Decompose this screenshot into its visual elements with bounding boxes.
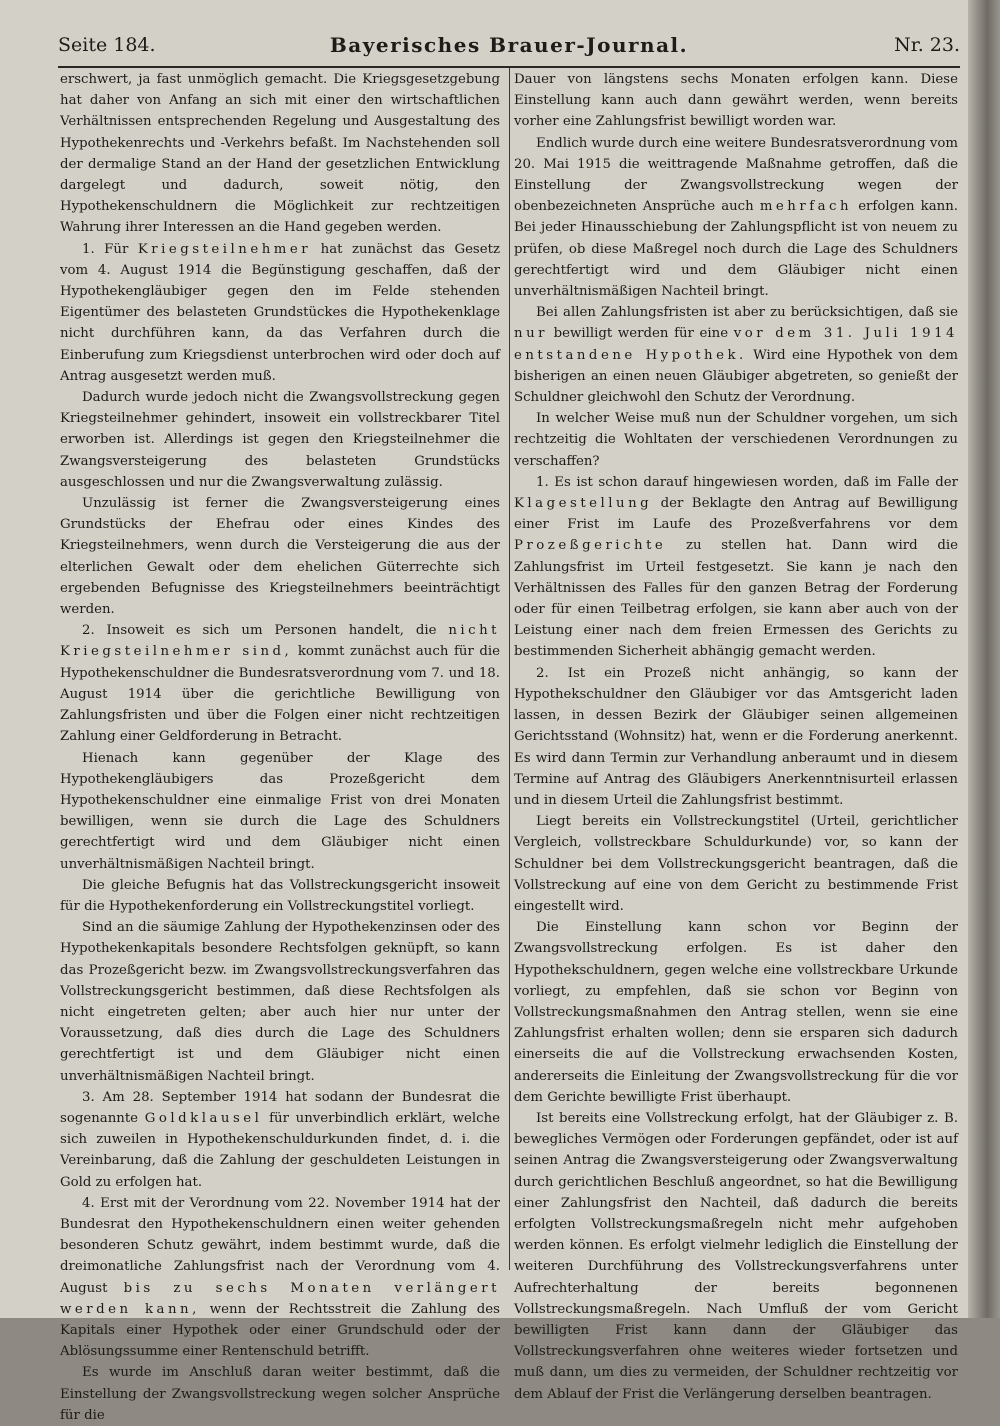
page-number: Seite 184. <box>58 34 156 56</box>
paragraph: 1. Es ist schon darauf hingewiesen worden, daß im Falle der Klagestellung der Beklagte den Antrag auf Bewilligung einer Frist im Laufe des Prozeßverfahrens vor dem Prozeßgerichte zu stellen hat. Dann wird die Zahlungsfrist im Urteil festgesetzt. Sie kann je nach den Verhältnissen des Falles für den ganzen Betrag der Forderung oder für einen Teilbetrag erfolgen, sie kann aber auch von der Leistung einer nach dem freien Ermessen des Gerichts zu bestimmenden Sicherheit abhängig gemacht werden. <box>514 474 958 660</box>
paragraph: Dadurch wurde jedoch nicht die Zwangsvollstreckung gegen Kriegsteilnehmer gehindert, insoweit ein vollstreckbarer Titel erworben ist. Allerdings ist gegen den Kriegsteilnehmer die Zwangsversteigerung des belasteten Grundstücks ausgeschlossen und nur die Zwangsverwaltung zulässig. <box>60 390 500 490</box>
page-header <box>58 34 960 60</box>
paragraph: 2. Insoweit es sich um Personen handelt, die nicht Kriegsteilnehmer sind, kommt zunächst auch für die Hypothekenschuldner die Bundesratsverordnung vom 7. und 18. August 1914 über die gerichtliche Bewilligung von Zahlungsfristen und über die Folgen einer nicht rechtzeitigen Zahlung einer Geldforderung in Betracht. <box>60 623 501 745</box>
spaced-emphasis: Prozeßgerichte <box>514 538 667 554</box>
paragraph: Es wurde im Anschluß daran weiter bestimmt, daß die Einstellung der Zwangsvollstreckung wegen solcher Ansprüche für die <box>60 1365 500 1423</box>
spaced-emphasis: Klagestellung <box>514 496 653 512</box>
column-divider <box>509 68 510 1270</box>
paragraph: Bei allen Zahlungsfristen ist aber zu berücksichtigen, daß sie nur bewilligt werden für eine vor dem 31. Juli 1914 entstandene Hypothek. Wird eine Hypothek von dem bisherigen an einen neuen Gläubiger abgetreten, so genießt der Schuldner gleichwohl den Schutz der Verordnung. <box>514 305 959 406</box>
journal-title: Bayerisches Brauer-Journal. <box>329 33 689 57</box>
paragraph: 1. Für Kriegsteilnehmer hat zunächst das Gesetz vom 4. August 1914 die Begünstigung geschaffen, daß der Hypothekengläubiger gegen den im Felde stehenden Eigentümer des belasteten Grundstückes die Hypothekenklage nicht durchführen kann, da das Verfahren durch die Einberufung zum Kriegsdienst unterbrochen wird oder doch auf Antrag ausgesetzt werden muß. <box>60 241 500 384</box>
paragraph: Die Einstellung kann schon vor Beginn der Zwangsvollstreckung erfolgen. Es ist daher den Hypothekschuldnern, gegen welche eine vollstreckbare Urkunde vorliegt, zu empfehlen, daß sie schon vor Beginn von Vollstreckungsmaßnahmen den Antrag stellen, wenn sie eine Zahlungsfrist erhalten wollen; denn sie ersparen sich dadurch einerseits die auf die Vollstreckung erwachsenden Kosten, andererseits die Einleitung der Zwangsvollstreckung für die vor dem Gerichte bewilligte Frist überhaupt. <box>514 920 958 1105</box>
spaced-emphasis: Kriegsteilnehmer <box>137 241 312 257</box>
paragraph: 2. Ist ein Prozeß nicht anhängig, so kann der Hypothekschuldner den Gläubiger vor das Amtsgericht laden lassen, in dessen Bezirk der Gläubiger seinen allgemeinen Gerichtsstand (Wohnsitz) hat, wenn er die Forderung anerkennt. Es wird dann Termin zur Verhandlung anberaumt und in diesem Termine auf Antrag des Gläubigers Anerkenntnisurteil erlassen und in diesem Urteil die Zahlungsfrist bestimmt. <box>514 665 958 808</box>
spaced-emphasis: nur <box>514 326 548 342</box>
paragraph: Dauer von längstens sechs Monaten erfolgen kann. Diese Einstellung kann auch dann gewährt werden, wenn bereits vorher eine Zahlungsfrist bewilligt worden war. <box>514 72 958 130</box>
spaced-emphasis: mehrfach <box>759 199 853 215</box>
paragraph: In welcher Weise muß nun der Schuldner vorgehen, um sich rechtzeitig die Wohltaten der verschiedenen Verordnungen zu verschaffen? <box>514 411 958 469</box>
paragraph: erschwert, ja fast unmöglich gemacht. Die Kriegsgesetzgebung hat daher von Anfang an sich mit einer den wirtschaftlichen Verhältnissen entsprechenden Regelung und Ausgestaltung des Hypothekenrechts und -Verkehrs befaßt. Im Nachstehenden soll der dermalige Stand an der Hand der gesetzlichen Entwicklung dargelegt und dadurch, soweit nötig, den Hypothekenschuldnern die Möglichkeit zur rechtzeitigen Wahrung ihrer Interessen an die Hand gegeben werden. <box>60 72 500 236</box>
right-column <box>514 69 959 1402</box>
paragraph: Liegt bereits ein Vollstreckungstitel (Urteil, gerichtlicher Vergleich, vollstreckbare Schuldurkunde) vor, so kann der Schuldner bei dem Vollstreckungsgericht beantragen, daß die Vollstreckung auf eine von dem Gericht zu bestimmende Frist eingestellt wird. <box>514 814 958 914</box>
paragraph: Endlich wurde durch eine weitere Bundesratsverordnung vom 20. Mai 1915 die weittragende Maßnahme getroffen, daß die Einstellung der Zwangsvollstreckung wegen der obenbezeichneten Ansprüche auch mehrfach erfolgen kann. Bei jeder Hinausschiebung der Zahlungspflicht ist von neuem zu prüfen, ob diese Maßregel noch durch die Lage des Schuldners gerechtfertigt wird und dem Gläubiger nicht einen unverhältnismäßigen Nachteil bringt. <box>514 135 958 300</box>
issue-number: Nr. 23. <box>894 34 960 56</box>
paragraph: Unzulässig ist ferner die Zwangsversteigerung eines Grundstücks der Ehefrau oder eines Kindes des Kriegsteilnehmers, wenn durch die Versteigerung die aus der elterlichen Gewalt oder dem ehelichen Güterrechte sich ergebenden Befugnisse des Kriegsteilnehmers beeinträchtigt werden. <box>60 496 500 618</box>
page-edge-shadow <box>968 0 1000 1318</box>
paragraph: 3. Am 28. September 1914 hat sodann der Bundesrat die sogenannte Goldklausel für unverbindlich erklärt, welche sich zuweilen in Hypothekenschuldurkunden findet, d. i. die Vereinbarung, daß die Zahlung der geschuldeten Leistungen in Gold zu erfolgen hat. <box>60 1089 501 1190</box>
spaced-emphasis: bis zu sechs Monaten verlängert werden kann, <box>60 1280 500 1317</box>
paragraph: Hienach kann gegenüber der Klage des Hypothekengläubigers das Prozeßgericht dem Hypothekenschuldner eine einmalige Frist von drei Monaten bewilligen, wenn sie durch die Lage des Schuldners gerechtfertigt wird und dem Gläubiger nicht einen unverhältnismäßigen Nachteil bringt. <box>60 750 500 872</box>
spaced-emphasis: nicht Kriegsteilnehmer sind, <box>60 623 501 660</box>
paragraph: Sind an die säumige Zahlung der Hypothekenzinsen oder des Hypothekenkapitals besondere Rechtsfolgen geknüpft, so kann das Prozeßgericht bezw. im Zwangsvollstreckungsverfahren das Vollstreckungsgericht bestimmen, daß diese Rechtsfolgen als nicht eingetreten gelten; aber auch hier nur unter der Voraussetzung, daß dies durch die Lage des Schuldners gerechtfertigt ist und dem Gläubiger nicht einen unverhältnismäßigen Nachteil bringt. <box>60 920 500 1084</box>
paragraph: 4. Erst mit der Verordnung vom 22. November 1914 hat der Bundesrat den Hypothekenschuldnern einen weiter gehenden besonderen Schutz gewährt, indem bestimmt wurde, daß die dreimonatliche Zahlungsfrist nach der Verordnung vom 4. August bis zu sechs Monaten verlängert werden kann, wenn der Rechtsstreit die Zahlung des Kapitals einer Hypothek oder einer Grundschuld oder der Ablösungssumme einer Rentenschuld betrifft. <box>60 1195 501 1360</box>
paragraph: Ist bereits eine Vollstreckung erfolgt, hat der Gläubiger z. B. bewegliches Vermögen oder Forderungen gepfändet, oder ist auf seinen Antrag die Zwangsversteigerung oder Zwangsverwaltung durch gerichtlichen Beschluß angeordnet, so hat die Bewilligung einer Zahlungsfrist den Nachteil, daß dadurch die bereits erfolgten Vollstreckungsmaßregeln nicht mehr aufgehoben werden können. Es erfolgt vielmehr lediglich die Einstellung der weiteren Durchführung des Vollstreckungsverfahrens unter Aufrechterhaltung der bereits begonnenen Vollstreckungsmaßregeln. Nach Umfluß der vom Gericht bewilligten Frist kann dann der Gläubiger das Vollstreckungsverfahren ohne weiteres wieder fortsetzen und muß dann, um dies zu vermeiden, der Schuldner rechtzeitig vor dem Ablauf der Frist die Verlängerung derselben beantragen. <box>514 1110 958 1402</box>
spaced-emphasis: Goldklausel <box>144 1110 263 1126</box>
paragraph: Die gleiche Befugnis hat das Vollstreckungsgericht insoweit für die Hypothekenforderung ein Vollstreckungstitel vorliegt. <box>60 877 500 914</box>
left-column <box>60 69 501 1423</box>
spaced-emphasis: vor dem 31. Juli 1914 entstandene Hypothek. <box>514 326 959 363</box>
